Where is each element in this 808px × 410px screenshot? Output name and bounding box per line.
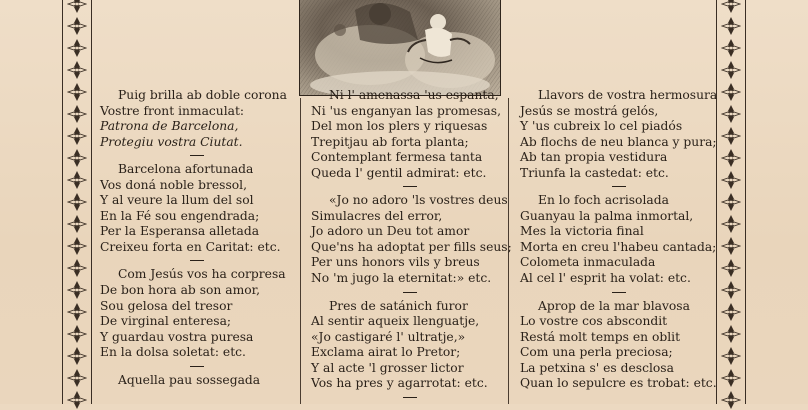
verse-line: Aquella pau sossegada (118, 372, 261, 387)
stanza-separator (100, 255, 287, 267)
border-ornament-icon (67, 258, 87, 278)
right-ornamental-border (716, 0, 746, 404)
verse-line: Patrona de Barcelona, (100, 119, 239, 134)
verse-line: Per uns honors vils y breus (311, 255, 480, 270)
verse-line: Mes la victoria final (520, 224, 644, 239)
verse-line: Ni l' amenassa 'us espanta, (329, 88, 499, 102)
border-ornament-icon (721, 258, 741, 278)
stanza-separator (311, 287, 512, 299)
border-ornament-icon (721, 126, 741, 146)
stanza-separator (100, 361, 287, 373)
border-ornament-icon (67, 104, 87, 124)
border-ornament-icon (67, 38, 87, 58)
verse-line: Quan lo sepulcre es trobat: etc. (520, 376, 717, 391)
verse-line: Protegiu vostra Ciutat. (100, 134, 243, 149)
stanza-separator (520, 287, 717, 299)
verse-line: Trepitjau ab forta planta; (311, 134, 469, 149)
border-ornament-icon (721, 302, 741, 322)
poem-column-2 (311, 88, 512, 404)
verse-line: Contemplant fermesa tanta (311, 150, 483, 165)
border-ornament-icon (67, 236, 87, 256)
border-ornament-icon (721, 390, 741, 410)
border-ornament-icon (721, 82, 741, 102)
verse-line: Barcelona afortunada (118, 162, 254, 177)
verse-line: Y guardau vostra puresa (100, 329, 254, 344)
border-ornament-icon (721, 236, 741, 256)
verse-line: Com Jesús vos ha corpresa (118, 267, 286, 282)
border-ornament-icon (721, 148, 741, 168)
border-ornament-icon (67, 346, 87, 366)
border-ornament-icon (67, 192, 87, 212)
verse-line: En lo foch acrisolada (538, 193, 669, 208)
verse-line: De bon hora ab son amor, (100, 283, 261, 298)
border-ornament-icon (67, 148, 87, 168)
border-ornament-icon (721, 368, 741, 388)
verse-line: La petxina s' es desclosa (520, 360, 674, 375)
border-ornament-icon (721, 280, 741, 300)
verse-line: Exclama airat lo Pretor; (311, 345, 461, 360)
religious-engraving (299, 0, 501, 96)
verse-line: «Jo no adoro 'ls vostres deus (329, 193, 508, 208)
border-rule (62, 0, 63, 404)
border-ornament-icon (67, 390, 87, 410)
border-ornament-icon (721, 192, 741, 212)
border-ornament-icon (67, 82, 87, 102)
verse-line: Llavors de vostra hermosura (538, 88, 718, 102)
verse-line: Puig brilla ab doble corona (118, 88, 287, 102)
border-ornament-icon (67, 170, 87, 190)
border-ornament-icon (67, 302, 87, 322)
verse-line: Al cel l' esprit ha volat: etc. (520, 271, 691, 286)
verse-line: Y 'us cubreix lo cel piadós (520, 119, 683, 134)
border-ornament-icon (721, 0, 741, 14)
verse-line: Y al acte 'l grosser lictor (311, 360, 464, 375)
verse-line: En la Fé sou engendrada; (100, 208, 260, 223)
verse-line: Simulacres del error, (311, 208, 443, 223)
left-ornamental-border (62, 0, 92, 404)
verse-line: Creixeu forta en Caritat: etc. (100, 239, 281, 254)
verse-line: Jo adoro un Deu tot amor (311, 224, 470, 239)
verse-line: No 'm jugo la eternitat:» etc. (311, 271, 492, 286)
verse-line: Colometa inmaculada (520, 255, 656, 270)
verse-line: Del mon los plers y riquesas (311, 119, 488, 134)
verse-line: Triunfa la castedat: etc. (520, 165, 669, 180)
poem-column-1 (100, 88, 287, 388)
border-ornament-icon (67, 60, 87, 80)
border-ornament-icon (67, 16, 87, 36)
verse-line: Ni 'us enganyan las promesas, (311, 103, 501, 118)
verse-line: Queda l' gentil admirat: etc. (311, 165, 487, 180)
column-divider (300, 98, 301, 404)
verse-line: Que'ns ha adoptat per fills seus; (311, 239, 512, 254)
border-ornament-icon (721, 324, 741, 344)
verse-line: Com una perla preciosa; (520, 345, 673, 360)
border-ornament-icon (721, 104, 741, 124)
verse-line: Y al veure la llum del sol (100, 193, 254, 208)
verse-line: Sou gelosa del tresor (100, 298, 233, 313)
verse-line: Jesús se mostrá gelós, (520, 103, 659, 118)
border-ornament-icon (721, 60, 741, 80)
verse-line: Vostre front inmaculat: (100, 103, 245, 118)
border-rule (91, 0, 92, 404)
poem-column-3 (520, 88, 717, 392)
border-ornament-icon (67, 280, 87, 300)
border-ornament-icon (67, 324, 87, 344)
border-ornament-icon (67, 368, 87, 388)
border-ornament-icon (67, 214, 87, 234)
stanza-separator (311, 181, 512, 193)
stanza-separator (520, 181, 717, 193)
verse-line: Pres de satánich furor (329, 298, 468, 313)
verse-line: Ab tan propia vestidura (520, 150, 668, 165)
stanza-separator (311, 392, 512, 404)
engraving-illustration (300, 0, 500, 95)
border-ornament-icon (721, 38, 741, 58)
border-ornament-icon (721, 16, 741, 36)
verse-line: Lo vostre cos abscondit (520, 314, 668, 329)
verse-line: Restá molt temps en oblit (520, 329, 681, 344)
stanza-separator (100, 150, 287, 162)
border-ornament-icon (721, 214, 741, 234)
verse-line: Vos ha pres y agarrotat: etc. (311, 376, 488, 391)
verse-line: En la dolsa soletat: etc. (100, 345, 246, 360)
verse-line: Al sentir aqueix llenguatje, (311, 314, 480, 329)
border-rule (745, 0, 746, 404)
verse-line: Per la Esperansa alletada (100, 224, 260, 239)
border-ornament-icon (721, 346, 741, 366)
verse-line: Vos doná noble bressol, (100, 177, 248, 192)
verse-line: «Jo castigaré l' ultratje,» (311, 329, 466, 344)
verse-line: Guanyau la palma inmortal, (520, 208, 694, 223)
border-ornament-icon (721, 170, 741, 190)
verse-line: Morta en creu l'habeu cantada; (520, 239, 717, 254)
verse-line: De virginal enteresa; (100, 314, 232, 329)
verse-line: Ab flochs de neu blanca y pura; (520, 134, 717, 149)
border-ornament-icon (67, 0, 87, 14)
border-ornament-icon (67, 126, 87, 146)
verse-line: Aprop de la mar blavosa (538, 298, 690, 313)
